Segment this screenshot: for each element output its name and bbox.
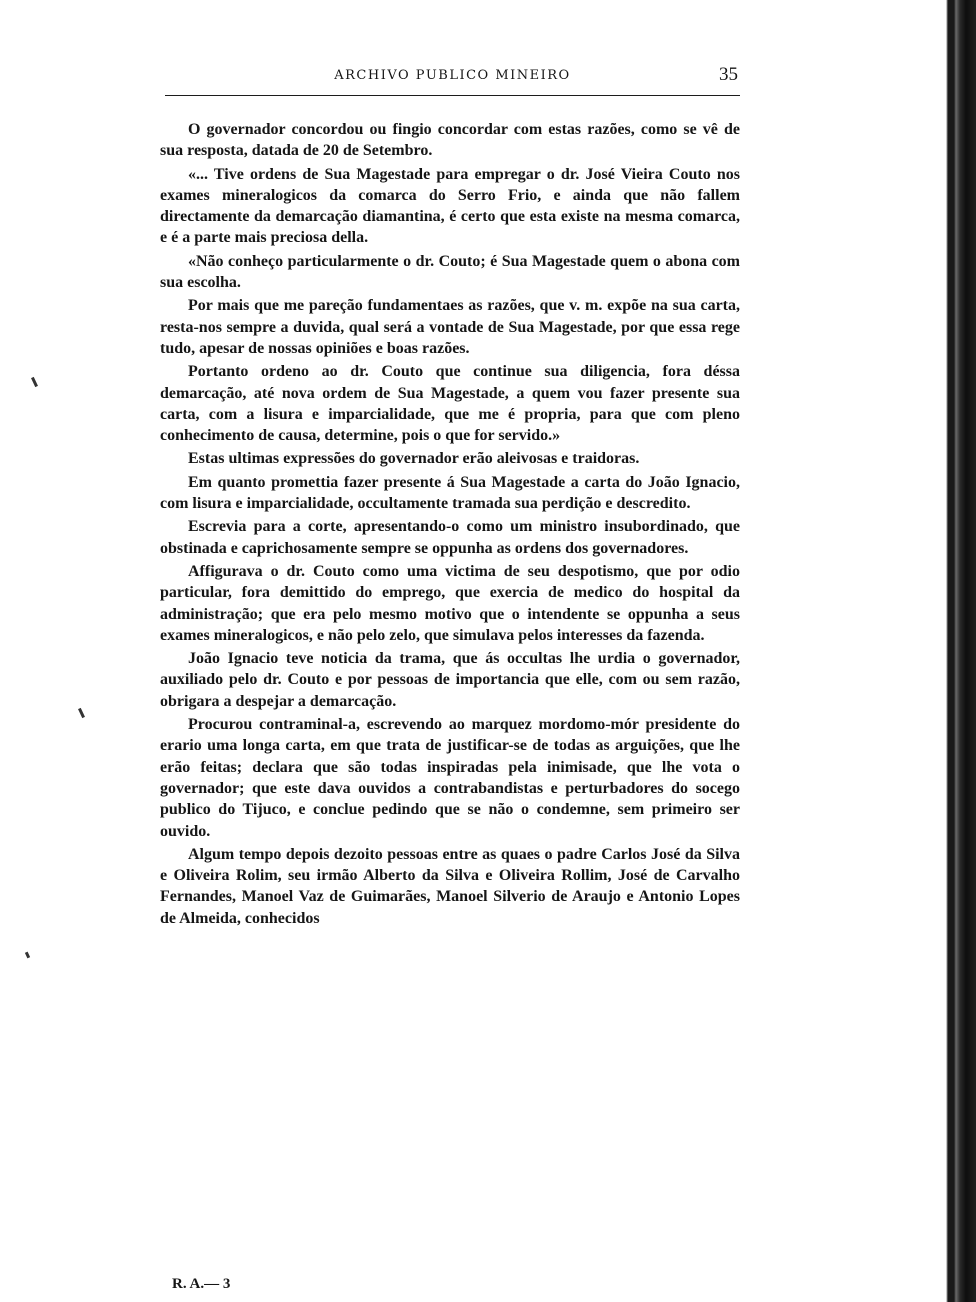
scan-speck	[31, 377, 38, 387]
paragraph: Estas ultimas expressões do governador erão aleivosas e traidoras.	[188, 450, 640, 468]
running-title: ARCHIVO PUBLICO MINEIRO	[334, 68, 571, 83]
paragraph: Escrevia para a corte, apresentando-o como um ministro insubordinado, que obstinada e caprichosamente sempre se oppunha as ordens dos governadores.	[160, 518, 740, 557]
paragraph: Por mais que me pareção fundamentaes as razões, que v. m. expõe na sua carta, resta-nos sempre a duvida, qual será a vontade de Sua Magestade, por que essa rege tudo, apesar de nossas opiniões e boas razões.	[160, 297, 740, 357]
scan-speck	[78, 708, 85, 718]
paragraph: Algum tempo depois dezoito pessoas entre as quaes o padre Carlos José da Silva e Oliveira Rolim, seu irmão Alberto da Silva e Oliveira Rollim, José de Carvalho Fernandes, Manoel Vaz de Guimarães, Manoel Silverio de Araujo e Antonio Lopes de Almeida, conhecidos	[160, 845, 740, 927]
paragraph: João Ignacio teve noticia da trama, que ás occultas lhe urdia o governador, auxiliado pelo dr. Couto e por pessoas de importancia que elle, com ou sem razão, obrigara a despejar a demarcação.	[160, 650, 740, 710]
paragraph: «Não conheço particularmente o dr. Couto; é Sua Magestade quem o abona com sua escolha.	[160, 252, 740, 292]
paragraph: Affigurava o dr. Couto como uma victima de seu despotismo, que por odio particular, fora demittido do emprego, que exercia de medico do hospital da administração; que era pelo mesmo motivo que o intendente se oppunha a seus exames mineralogicos, e não pelo zelo, que simulava pelos interesses da fazenda.	[160, 562, 740, 644]
scan-page-edge	[926, 0, 976, 1302]
paragraph: Procurou contraminal-a, escrevendo ao marquez mordomo-mór presidente do erario uma longa carta, em que trata de justificar-se de todas as arguições, que lhe erão feitas; declara que são todas inspiradas pela inimisade, que lhe vota o governador; que este dava ouvidos a contrabandistas e perturbadores do socego publico do Tijuco, e conclue pedindo que se não o condemne, sem primeiro ser ouvido.	[160, 716, 740, 840]
scan-speck	[25, 952, 30, 959]
page-header	[165, 62, 740, 96]
body-text	[160, 119, 740, 929]
paragraph: Portanto ordeno ao dr. Couto que continue sua diligencia, fora déssa demarcação, até nova ordem de Sua Magestade, a quem vou fazer presente sua carta, com a lisura e imparcialidade, que me é propria, para que com pleno conhecimento de causa, determine, pois o que for servido.»	[160, 363, 740, 445]
paragraph: «... Tive ordens de Sua Magestade para empregar o dr. José Vieira Couto nos exames mineralogicos da comarca do Serro Frio, e ainda que não fallem directamente da demarcação diamantina, é certo que esta existe na mesma comarca, e é a parte mais preciosa della.	[160, 165, 740, 247]
page-number: 35	[719, 64, 738, 85]
paragraph: Em quanto promettia fazer presente á Sua Magestade a carta do João Ignacio, com lisura e imparcialidade, occultamente tramada sua perdição e descredito.	[160, 473, 740, 513]
paragraph: O governador concordou ou fingio concordar com estas razões, como se vê de sua resposta, datada de 20 de Setembro.	[160, 121, 740, 160]
header-rule	[165, 95, 740, 96]
signature-mark: R. A.— 3	[172, 1276, 231, 1292]
